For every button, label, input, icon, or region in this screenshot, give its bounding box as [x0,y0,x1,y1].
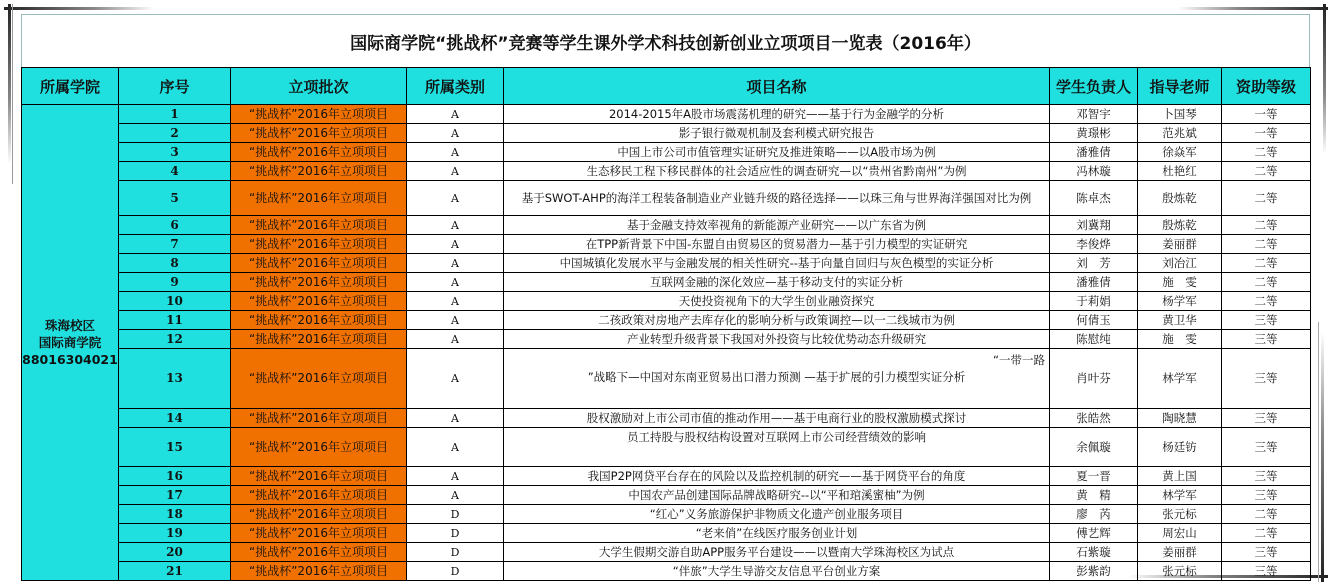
project-cell[interactable]: 员工持股与股权结构设置对互联网上市公司经营绩效的影响 [504,428,1050,467]
project-cell[interactable]: 股权激励对上市公司市值的推动作用——基于电商行业的股权激励模式探讨 [504,409,1050,428]
table-row [22,273,1311,292]
project-cell[interactable]: 生态移民工程下移民群体的社会适应性的调查研究—以“贵州省黔南州”为例 [504,162,1050,181]
table-row [22,486,1311,505]
advisor-cell[interactable]: 黄上国 [1138,467,1222,486]
batch-cell[interactable]: “挑战杯”2016年立项项目 [231,486,407,505]
batch-cell[interactable]: “挑战杯”2016年立项项目 [231,543,407,562]
table-row [22,124,1311,143]
project-cell[interactable] [504,349,1050,409]
seq-cell[interactable]: 14 [119,409,231,428]
batch-cell[interactable]: “挑战杯”2016年立项项目 [231,562,407,581]
batch-cell[interactable]: “挑战杯”2016年立项项目 [231,467,407,486]
seq-cell[interactable]: 5 [119,181,231,216]
grade-cell[interactable]: 三等 [1222,467,1311,486]
category-cell[interactable]: A [407,216,504,235]
header-project: 项目名称 [504,68,1050,105]
advisor-cell[interactable]: 殷炼乾 [1138,181,1222,216]
category-cell[interactable]: A [407,162,504,181]
batch-cell[interactable]: “挑战杯”2016年立项项目 [231,273,407,292]
category-cell[interactable]: A [407,349,504,409]
advisor-cell[interactable]: 殷炼乾 [1138,216,1222,235]
header-row [22,68,1311,105]
project-cell[interactable]: 基于SWOT-AHP的海洋工程装备制造业产业链升级的路径选择——以珠三角与世界海洋强国对比为例 [504,181,1050,216]
header-seq: 序号 [119,68,231,105]
table-row [22,543,1311,562]
batch-cell[interactable]: “挑战杯”2016年立项项目 [231,105,407,124]
seq-cell[interactable]: 10 [119,292,231,311]
project-cell[interactable]: 在TPP新背景下中国-东盟自由贸易区的贸易潜力—基于引力模型的实证研究 [504,235,1050,254]
header-batch: 立项批次 [231,68,407,105]
category-cell[interactable]: D [407,505,504,524]
table-row [22,254,1311,273]
category-cell[interactable]: A [407,235,504,254]
advisor-cell[interactable]: 杨廷钫 [1138,428,1222,467]
seq-cell[interactable]: 15 [119,428,231,467]
project-cell[interactable]: 中国上市公司市值管理实证研究及推进策略——以A股市场为例 [504,143,1050,162]
project-cell[interactable]: 2014-2015年A股市场震荡机理的研究——基于行为金融学的分析 [504,105,1050,124]
project-cell[interactable]: 我国P2P网贷平台存在的风险以及监控机制的研究——基于网贷平台的角度 [504,467,1050,486]
batch-cell[interactable]: “挑战杯”2016年立项项目 [231,162,407,181]
advisor-cell[interactable]: 张元标 [1138,505,1222,524]
table-row [22,216,1311,235]
header-advisor: 指导老师 [1138,68,1222,105]
student-cell[interactable]: 彭紫韵 [1050,562,1138,581]
category-cell[interactable]: A [407,181,504,216]
grade-cell[interactable]: 二等 [1222,181,1311,216]
seq-cell[interactable]: 11 [119,311,231,330]
table-row [22,143,1311,162]
table-row [22,467,1311,486]
project-cell[interactable]: 天使投资视角下的大学生创业融资探究 [504,292,1050,311]
advisor-cell[interactable]: 周宏山 [1138,524,1222,543]
seq-cell[interactable]: 13 [119,349,231,409]
seq-cell[interactable]: 2 [119,124,231,143]
batch-cell[interactable]: “挑战杯”2016年立项项目 [231,349,407,409]
seq-cell[interactable]: 20 [119,543,231,562]
advisor-cell[interactable]: 黄卫华 [1138,311,1222,330]
batch-cell[interactable]: “挑战杯”2016年立项项目 [231,409,407,428]
category-cell[interactable]: A [407,254,504,273]
student-cell[interactable]: 冯林璇 [1050,162,1138,181]
batch-cell[interactable]: “挑战杯”2016年立项项目 [231,292,407,311]
grade-cell[interactable]: 三等 [1222,543,1311,562]
project-cell[interactable]: “红心”义务旅游保护非物质文化遗产创业服务项目 [504,505,1050,524]
table-row [22,505,1311,524]
project-text-line1: “一带一路 [993,352,1045,367]
campus-line3: 88016304021 [22,352,118,367]
frame-decoration [8,4,11,164]
project-cell[interactable]: “老来俏”在线医疗服务创业计划 [504,524,1050,543]
seq-cell[interactable]: 3 [119,143,231,162]
batch-cell[interactable]: “挑战杯”2016年立项项目 [231,235,407,254]
seq-cell[interactable]: 4 [119,162,231,181]
advisor-cell[interactable]: 张元标 [1138,562,1222,581]
seq-cell[interactable]: 17 [119,486,231,505]
table-row [22,524,1311,543]
batch-cell[interactable]: “挑战杯”2016年立项项目 [231,428,407,467]
project-cell[interactable]: 影子银行微观机制及套利模式研究报告 [504,124,1050,143]
seq-cell[interactable]: 9 [119,273,231,292]
student-cell[interactable]: 张皓然 [1050,409,1138,428]
seq-cell[interactable]: 21 [119,562,231,581]
student-cell[interactable]: 夏一晋 [1050,467,1138,486]
advisor-cell[interactable]: 姜丽群 [1138,543,1222,562]
category-cell[interactable]: A [407,311,504,330]
advisor-cell[interactable]: 杜艳红 [1138,162,1222,181]
table-row [22,428,1311,467]
grade-cell[interactable]: 二等 [1222,524,1311,543]
category-cell[interactable]: A [407,292,504,311]
campus-line2: 国际商学院 [38,335,102,350]
advisor-cell[interactable]: 徐焱军 [1138,143,1222,162]
category-cell[interactable]: A [407,330,504,349]
seq-cell[interactable]: 16 [119,467,231,486]
category-cell[interactable]: A [407,143,504,162]
grade-cell[interactable]: 二等 [1222,273,1311,292]
seq-cell[interactable]: 8 [119,254,231,273]
table-row [22,409,1311,428]
batch-cell[interactable]: “挑战杯”2016年立项项目 [231,216,407,235]
project-cell[interactable]: 中国农产品创建国际品牌战略研究--以“平和琯溪蜜柚”为例 [504,486,1050,505]
batch-cell[interactable]: “挑战杯”2016年立项项目 [231,254,407,273]
table-row [22,105,1311,124]
seq-cell[interactable]: 18 [119,505,231,524]
advisor-cell[interactable]: 杨学军 [1138,292,1222,311]
frame-decoration [1321,332,1324,582]
grade-cell[interactable]: 二等 [1222,292,1311,311]
student-cell[interactable]: 邓智宇 [1050,105,1138,124]
frame-decoration [1323,4,1326,154]
student-cell[interactable]: 黄 精 [1050,486,1138,505]
frame-decoration [1318,322,1319,582]
grade-cell[interactable]: 二等 [1222,162,1311,181]
project-cell[interactable]: 产业转型升级背景下我国对外投资与比较优势动态升级研究 [504,330,1050,349]
category-cell[interactable]: D [407,524,504,543]
student-cell[interactable]: 刘冀翔 [1050,216,1138,235]
student-cell[interactable]: 余佩璇 [1050,428,1138,467]
category-cell[interactable]: A [407,273,504,292]
grade-cell[interactable]: 三等 [1222,428,1311,467]
advisor-cell[interactable]: 施 雯 [1138,273,1222,292]
project-cell[interactable]: 二孩政策对房地产去库存化的影响分析与政策调控—以一二线城市为例 [504,311,1050,330]
seq-cell[interactable]: 7 [119,235,231,254]
category-cell[interactable]: A [407,467,504,486]
student-cell[interactable]: 潘雅倩 [1050,143,1138,162]
student-cell[interactable]: 黄璟彬 [1050,124,1138,143]
advisor-cell[interactable]: 范兆斌 [1138,124,1222,143]
frame-decoration [12,4,13,184]
project-cell[interactable]: 大学生假期交游自助APP服务平台建设——以暨南大学珠海校区为试点 [504,543,1050,562]
student-cell[interactable]: 潘雅倩 [1050,273,1138,292]
batch-cell[interactable]: “挑战杯”2016年立项项目 [231,524,407,543]
page-title: 国际商学院“挑战杯”竞赛等学生课外学术科技创新创业立项项目一览表（2016年） [21,14,1310,67]
table-row [22,330,1311,349]
student-cell[interactable]: 陈慰纯 [1050,330,1138,349]
project-table [21,67,1311,581]
category-cell[interactable]: D [407,543,504,562]
table-row [22,349,1311,409]
category-cell[interactable]: A [407,486,504,505]
campus-line1: 珠海校区 [44,318,95,333]
grade-cell[interactable]: 二等 [1222,235,1311,254]
frame-decoration [4,7,154,10]
grade-cell[interactable]: 三等 [1222,409,1311,428]
table-row [22,162,1311,181]
batch-cell[interactable]: “挑战杯”2016年立项项目 [231,311,407,330]
project-cell[interactable]: 基于金融支持效率视角的新能源产业研究——以广东省为例 [504,216,1050,235]
campus-cell[interactable] [22,105,119,581]
table-row [22,311,1311,330]
student-cell[interactable]: 傅艺辉 [1050,524,1138,543]
grade-cell[interactable]: 三等 [1222,486,1311,505]
spreadsheet [21,14,1310,581]
student-cell[interactable]: 肖叶芬 [1050,349,1138,409]
advisor-cell[interactable]: 陶晓慧 [1138,409,1222,428]
grade-cell[interactable]: 二等 [1222,505,1311,524]
advisor-cell[interactable]: 卜国琴 [1138,105,1222,124]
header-category: 所属类别 [407,68,504,105]
student-cell[interactable]: 何倩玉 [1050,311,1138,330]
category-cell[interactable]: A [407,428,504,467]
seq-cell[interactable]: 19 [119,524,231,543]
grade-cell[interactable]: 三等 [1222,311,1311,330]
advisor-cell[interactable]: 施 雯 [1138,330,1222,349]
project-cell[interactable]: 互联网金融的深化效应—基于移动支付的实证分析 [504,273,1050,292]
advisor-cell[interactable]: 姜丽群 [1138,235,1222,254]
student-cell[interactable]: 李俊烨 [1050,235,1138,254]
grade-cell[interactable]: 二等 [1222,254,1311,273]
seq-cell[interactable]: 1 [119,105,231,124]
batch-cell[interactable]: “挑战杯”2016年立项项目 [231,505,407,524]
student-cell[interactable]: 于莉娟 [1050,292,1138,311]
grade-cell[interactable]: 二等 [1222,143,1311,162]
grade-cell[interactable]: 三等 [1222,562,1311,581]
category-cell[interactable]: A [407,409,504,428]
student-cell[interactable]: 刘 芳 [1050,254,1138,273]
project-text-line2: ”战略下—中国对东南亚贸易出口潜力预测 —基于扩展的引力模型实证分析 [587,369,966,384]
seq-cell[interactable]: 6 [119,216,231,235]
grade-cell[interactable]: 三等 [1222,330,1311,349]
batch-cell[interactable]: “挑战杯”2016年立项项目 [231,124,407,143]
category-cell[interactable]: A [407,124,504,143]
header-grade: 资助等级 [1222,68,1311,105]
grade-cell[interactable]: 一等 [1222,124,1311,143]
student-cell[interactable]: 廖 芮 [1050,505,1138,524]
batch-cell[interactable]: “挑战杯”2016年立项项目 [231,143,407,162]
advisor-cell[interactable]: 林学军 [1138,486,1222,505]
grade-cell[interactable]: 二等 [1222,216,1311,235]
advisor-cell[interactable]: 刘冶江 [1138,254,1222,273]
student-cell[interactable]: 石紫璇 [1050,543,1138,562]
header-college: 所属学院 [22,68,119,105]
student-cell[interactable]: 陈卓杰 [1050,181,1138,216]
header-student: 学生负责人 [1050,68,1138,105]
table-row [22,235,1311,254]
table-row [22,292,1311,311]
table-row [22,181,1311,216]
project-cell[interactable]: 中国城镇化发展水平与金融发展的相关性研究--基于向量自回归与灰色模型的实证分析 [504,254,1050,273]
batch-cell[interactable]: “挑战杯”2016年立项项目 [231,181,407,216]
seq-cell[interactable]: 12 [119,330,231,349]
table-row [22,562,1311,581]
frame-decoration [1178,7,1328,10]
grade-cell[interactable]: 三等 [1222,349,1311,409]
grade-cell[interactable]: 一等 [1222,105,1311,124]
category-cell[interactable]: D [407,562,504,581]
category-cell[interactable]: A [407,105,504,124]
advisor-cell[interactable]: 林学军 [1138,349,1222,409]
project-cell[interactable]: “伴旅”大学生导游交友信息平台创业方案 [504,562,1050,581]
batch-cell[interactable]: “挑战杯”2016年立项项目 [231,330,407,349]
